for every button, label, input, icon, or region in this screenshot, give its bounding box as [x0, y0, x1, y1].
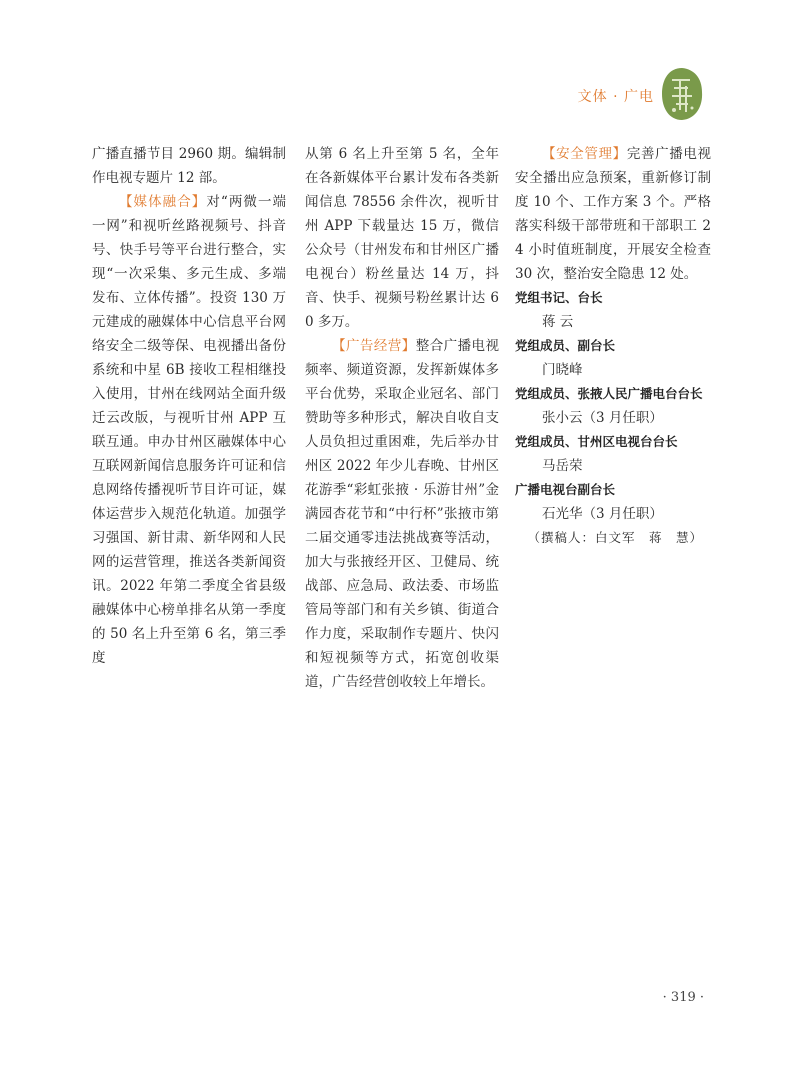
section-tag: 【媒体融合】 — [119, 194, 207, 210]
column-1 — [92, 142, 286, 670]
section-tag: 【广告经营】 — [332, 338, 416, 354]
column-3 — [515, 142, 711, 550]
page-header — [0, 0, 800, 130]
paragraph-text: 完善广播电视安全播出应急预案，重新修订制度 10 个、工作方案 3 个。严格落实科级干部带班和干部职工 24 小时值班制度，开展安全检查 30 次，整治安全隐患 12 处。 — [515, 146, 712, 282]
section-tag: 【安全管理】 — [542, 146, 627, 162]
roster-role: 党组成员、副台长 — [515, 338, 616, 353]
roster-name: 张小云（3 月任职） — [542, 410, 663, 426]
paragraph-text: 对“两微一端一网”和视听丝路视频号、抖音号、快手号等平台进行整合，实现“一次采集、多元生成、多端发布、立体传播”。投资 130 万元建成的融媒体中心信息平台网络安全二级等保、电视播出备份系统和中星 6B 接收工程相继投入使用，甘州在线网站全面升级迁云改版，与视听甘州 APP 互联互通。申办甘州区融媒体中心互联网新闻信息服务许可证和信息网络传播视听节目许可证，媒体运营步入规范化轨道。加强学习强国、新甘肃、新华网和人民网的运营管理，推送各类新闻资讯。2022 年第二季度全省县级融媒体中心榜单排名从第一季度的 50 名上升至第 6 名，第三季度 — [92, 194, 286, 666]
roster-role: 党组成员、甘州区电视台台长 — [515, 434, 678, 449]
paragraph: 从第 6 名上升至第 5 名，全年在各新媒体平台累计发布各类新闻信息 78556 余件次，视听甘州 APP 下载量达 15 万，微信公众号（甘州发布和甘州区广播电视台）粉丝量达 14 万，抖音、快手、视频号粉丝累计达 60 多万。 — [305, 146, 499, 330]
roster-name: 门晓峰 — [542, 362, 583, 378]
author-credit: （撰稿人：白文军 蒋 慧） — [527, 530, 704, 545]
paragraph: 广播直播节目 2960 期。编辑制作电视专题片 12 部。 — [92, 146, 286, 186]
roster-name: 蒋 云 — [542, 314, 574, 330]
roster-role: 党组成员、张掖人民广播电台台长 — [515, 386, 703, 401]
roster-name: 马岳荣 — [542, 458, 583, 474]
roster-role: 党组书记、台长 — [515, 290, 603, 305]
roster-role: 广播电视台副台长 — [515, 482, 616, 497]
section-title: 文体 · 广电 — [577, 89, 654, 105]
paragraph — [515, 142, 711, 286]
paragraph — [92, 190, 286, 670]
roster-name: 石光华（3 月任职） — [542, 506, 663, 522]
paragraph — [305, 334, 499, 694]
column-2 — [305, 142, 499, 694]
paragraph-text: 整合广播电视频率、频道资源，发挥新媒体多平台优势，采取企业冠名、部门赞助等多种形式，解决自收自支人员负担过重困难，先后举办甘州区 2022 年少儿春晚、甘州区花游季“彩虹张掖 · 乐游甘州”金满园杏花节和“中行杯”张掖市第二届交通零违法挑战赛等活动，加大与张掖经开区、卫健局、统战部、应急局、政法委、市场监管局等部门和有关乡镇、街道合作力度，采取制作专题片、快闪和短视频等方式，拓宽创收渠道，广告经营创收较上年增长。 — [305, 338, 500, 690]
seal-stamp-icon — [660, 66, 704, 122]
page-number: · 319 · — [662, 990, 704, 1005]
